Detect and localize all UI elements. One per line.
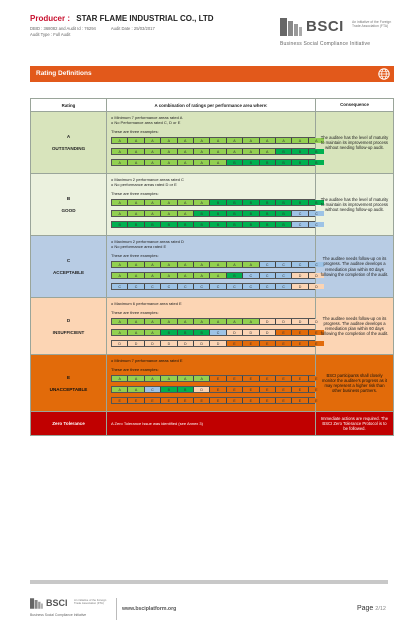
- grade-cell: C: [292, 262, 308, 267]
- grade-cell: A: [145, 200, 161, 205]
- grade-cell: A: [128, 387, 144, 392]
- footer-initiative-text: An initiative of the Foreign Trade Association (FTA): [74, 598, 107, 606]
- page-num: 2/12: [375, 606, 386, 612]
- criteria-line: o Maximum 6 performance area rated E: [111, 301, 182, 306]
- example-strip: [111, 261, 325, 268]
- dbid-text: DBID : 368082 and Audit Id : 76294: [30, 26, 96, 31]
- grade-cell: A: [276, 138, 292, 143]
- grade-cell: B: [227, 200, 243, 205]
- rating-letter: E: [66, 374, 71, 380]
- footer-rule: [30, 580, 388, 584]
- grade-cell: E: [292, 376, 308, 381]
- page-label: Page: [356, 605, 374, 612]
- rating-letter: B: [66, 196, 71, 201]
- grade-cell: C: [243, 284, 259, 289]
- grade-cell: C: [112, 284, 128, 289]
- grade-cell: C: [292, 211, 308, 216]
- globe-icon: [378, 68, 390, 80]
- grade-cell: E: [210, 387, 226, 392]
- grade-cell: B: [276, 222, 292, 227]
- grade-cell: E: [292, 330, 308, 335]
- grade-cell: A: [178, 376, 194, 381]
- grade-cell: D: [194, 387, 210, 392]
- grade-cell: B: [112, 222, 128, 227]
- grade-cell: A: [145, 330, 161, 335]
- grade-cell: A: [145, 211, 161, 216]
- section-title: Rating Definitions: [36, 70, 92, 77]
- grade-cell: B: [178, 222, 194, 227]
- grade-cell: A: [227, 149, 243, 154]
- grade-cell: D: [292, 284, 308, 289]
- grade-cell: A: [161, 319, 177, 324]
- grade-cell: E: [292, 398, 308, 403]
- grade-cell: C: [292, 222, 308, 227]
- example-strip: [111, 340, 325, 347]
- grade-cell: B: [227, 211, 243, 216]
- grade-cell: A: [145, 160, 161, 165]
- grade-cell: A: [161, 160, 177, 165]
- grade-cell: D: [292, 319, 308, 324]
- grade-cell: D: [309, 284, 324, 289]
- grade-cell: A: [145, 149, 161, 154]
- grade-cell: A: [145, 319, 161, 324]
- grade-cell: D: [178, 341, 194, 346]
- consequence-cell: The auditee has the level of maturity to maintain its improvement process without needing follow-up audit.: [316, 112, 394, 174]
- grade-cell: B: [161, 222, 177, 227]
- grade-cell: D: [309, 319, 324, 324]
- grade-cell: D: [292, 273, 308, 278]
- grade-cell: A: [128, 211, 144, 216]
- criteria-line: o No Performance area rated C, D or E: [111, 120, 181, 125]
- rating-name: GOOD: [61, 208, 76, 213]
- grade-cell: D: [210, 341, 226, 346]
- grade-cell: E: [309, 387, 324, 392]
- grade-cell: E: [227, 376, 243, 381]
- producer-label: Producer :: [30, 14, 71, 23]
- grade-cell: D: [128, 341, 144, 346]
- grade-cell: B: [309, 160, 324, 165]
- grade-cell: E: [210, 376, 226, 381]
- grade-cell: A: [178, 149, 194, 154]
- rating-table: [30, 98, 394, 436]
- example-strip: [111, 137, 325, 144]
- grade-cell: B: [210, 200, 226, 205]
- examples-label: These are three examples:: [111, 367, 159, 372]
- grade-cell: A: [112, 330, 128, 335]
- grade-cell: B: [276, 200, 292, 205]
- grade-cell: A: [178, 273, 194, 278]
- grade-cell: C: [309, 211, 324, 216]
- example-strip: [111, 159, 325, 166]
- grade-cell: D: [260, 319, 276, 324]
- grade-cell: B: [145, 222, 161, 227]
- grade-cell: E: [276, 341, 292, 346]
- example-strip: [111, 272, 325, 279]
- grade-cell: D: [145, 341, 161, 346]
- criteria-line: o Minimum 7 performance areas rated A: [111, 115, 183, 120]
- grade-cell: A: [161, 211, 177, 216]
- grade-cell: B: [260, 160, 276, 165]
- consequence-cell: The auditee needs follow-up on its progress. The auditee develops a remediation plan within 60 days following the completion of the audit.: [316, 236, 394, 298]
- grade-cell: A: [112, 160, 128, 165]
- grade-cell: A: [145, 138, 161, 143]
- grade-cell: A: [128, 319, 144, 324]
- grade-cell: A: [128, 160, 144, 165]
- grade-cell: E: [161, 398, 177, 403]
- rating-name: OUTSTANDING: [51, 146, 86, 151]
- grade-cell: A: [194, 149, 210, 154]
- grade-cell: A: [128, 273, 144, 278]
- examples-label: These are three examples:: [111, 253, 159, 258]
- grade-cell: B: [292, 160, 308, 165]
- grade-cell: C: [309, 222, 324, 227]
- grade-cell: B: [276, 211, 292, 216]
- grade-cell: E: [243, 387, 259, 392]
- grade-cell: E: [260, 387, 276, 392]
- grade-cell: A: [161, 273, 177, 278]
- grade-cell: A: [227, 138, 243, 143]
- rating-name: UNACCEPTABLE: [49, 386, 88, 392]
- page-number: [357, 605, 386, 612]
- grade-cell: C: [276, 284, 292, 289]
- grade-cell: D: [260, 330, 276, 335]
- grade-cell: E: [227, 341, 243, 346]
- grade-cell: B: [309, 200, 324, 205]
- grade-cell: C: [227, 284, 243, 289]
- criteria-line: o Maximum 2 performance areas rated C: [111, 177, 184, 182]
- rating-name: INSUFFICIENT: [52, 329, 85, 335]
- grade-cell: A: [194, 319, 210, 324]
- grade-cell: C: [210, 330, 226, 335]
- rating-name: ACCEPTABLE: [52, 270, 85, 275]
- combination-cell: [107, 174, 316, 236]
- grade-cell: E: [309, 376, 324, 381]
- footer-divider: [116, 598, 117, 620]
- grade-cell: A: [227, 262, 243, 267]
- grade-cell: E: [243, 398, 259, 403]
- example-strip: [111, 318, 325, 325]
- grade-cell: A: [178, 211, 194, 216]
- grade-cell: B: [128, 222, 144, 227]
- rating-letter: A: [66, 134, 71, 139]
- example-strip: [111, 397, 325, 404]
- grade-cell: A: [194, 200, 210, 205]
- grade-cell: E: [276, 330, 292, 335]
- grade-cell: B: [210, 211, 226, 216]
- rating-cell: [31, 112, 107, 174]
- grade-cell: A: [112, 262, 128, 267]
- example-strip: [111, 283, 325, 290]
- grade-cell: A: [243, 262, 259, 267]
- grade-cell: C: [243, 273, 259, 278]
- grade-cell: A: [243, 138, 259, 143]
- grade-cell: E: [243, 376, 259, 381]
- grade-cell: B: [194, 222, 210, 227]
- consequence-cell: BSCI participants shall closely monitor the auditee's progress as it may represent a higher risk than other business partners.: [316, 355, 394, 412]
- zero-tolerance-label: Zero Tolerance: [31, 412, 107, 436]
- audit-date-text: Audit Date : 25/03/2017: [110, 26, 155, 31]
- grade-cell: A: [112, 200, 128, 205]
- grade-cell: B: [292, 149, 308, 154]
- grade-cell: B: [194, 211, 210, 216]
- grade-cell: E: [276, 387, 292, 392]
- grade-cell: C: [260, 262, 276, 267]
- grade-cell: A: [145, 376, 161, 381]
- grade-cell: A: [194, 138, 210, 143]
- grade-cell: E: [260, 376, 276, 381]
- grade-cell: A: [194, 376, 210, 381]
- examples-label: These are three examples:: [111, 310, 159, 315]
- criteria-line: o Maximum 2 performance areas rated D: [111, 239, 184, 244]
- rating-cell: [31, 355, 107, 412]
- grade-cell: A: [112, 138, 128, 143]
- grade-cell: B: [243, 211, 259, 216]
- consequence-cell: The auditee needs follow-up on its progress. The auditee develops a remediation plan within 60 days following the completion of the audit.: [316, 298, 394, 355]
- grade-cell: B: [178, 330, 194, 335]
- grade-cell: A: [227, 319, 243, 324]
- grade-cell: A: [112, 387, 128, 392]
- example-strip: [111, 148, 325, 155]
- grade-cell: A: [161, 376, 177, 381]
- grade-cell: B: [276, 149, 292, 154]
- rating-letter: D: [66, 317, 71, 323]
- criteria-line: o No performance area rated E: [111, 244, 167, 249]
- bsci-mark-icon: [280, 18, 304, 36]
- grade-cell: A: [178, 319, 194, 324]
- criteria-line: o No performance areas rated D or E: [111, 182, 177, 187]
- rating-cell: [31, 298, 107, 355]
- bsci-wordmark: BSCI: [306, 18, 344, 35]
- grade-cell: E: [309, 341, 324, 346]
- grade-cell: A: [210, 160, 226, 165]
- grade-cell: A: [161, 149, 177, 154]
- grade-cell: A: [292, 138, 308, 143]
- grade-cell: D: [276, 319, 292, 324]
- grade-cell: E: [309, 330, 324, 335]
- rating-row-b: [31, 174, 394, 236]
- grade-cell: A: [161, 200, 177, 205]
- grade-cell: D: [227, 330, 243, 335]
- grade-cell: C: [145, 284, 161, 289]
- grade-cell: A: [112, 376, 128, 381]
- grade-cell: E: [112, 398, 128, 403]
- grade-cell: E: [260, 398, 276, 403]
- example-strip: [111, 199, 325, 206]
- grade-cell: A: [178, 262, 194, 267]
- bsci-logo: [280, 14, 400, 52]
- grade-cell: A: [178, 138, 194, 143]
- grade-cell: E: [260, 341, 276, 346]
- grade-cell: C: [194, 284, 210, 289]
- grade-cell: A: [128, 138, 144, 143]
- footer-bsci-wordmark: BSCI: [46, 598, 68, 608]
- grade-cell: B: [260, 222, 276, 227]
- rating-cell: [31, 174, 107, 236]
- grade-cell: A: [128, 262, 144, 267]
- grade-cell: B: [178, 387, 194, 392]
- rating-row-d: [31, 298, 394, 355]
- grade-cell: D: [112, 341, 128, 346]
- grade-cell: A: [243, 149, 259, 154]
- grade-cell: A: [178, 160, 194, 165]
- grade-cell: A: [194, 160, 210, 165]
- criteria-line: o Minimum 7 performance areas rated E: [111, 358, 183, 363]
- grade-cell: A: [128, 200, 144, 205]
- grade-cell: E: [178, 398, 194, 403]
- grade-cell: B: [292, 200, 308, 205]
- grade-cell: A: [260, 138, 276, 143]
- grade-cell: A: [210, 273, 226, 278]
- grade-cell: C: [145, 387, 161, 392]
- footer-url-link[interactable]: www.bsciplatform.org: [122, 606, 177, 612]
- grade-cell: D: [243, 330, 259, 335]
- rating-row-zero-tolerance: [31, 412, 394, 436]
- combination-cell: [107, 355, 316, 412]
- grade-cell: B: [194, 330, 210, 335]
- footer-bsci-mark-icon: [30, 598, 44, 609]
- grade-cell: B: [210, 222, 226, 227]
- grade-cell: B: [161, 387, 177, 392]
- zero-tolerance-text: A Zero Tolerance Issue was identified (see Annex 3): [107, 412, 316, 436]
- grade-cell: B: [161, 330, 177, 335]
- grade-cell: A: [194, 273, 210, 278]
- grade-cell: A: [128, 330, 144, 335]
- header-consequence: Consequence: [316, 99, 394, 112]
- grade-cell: A: [210, 149, 226, 154]
- consequence-cell: The auditee has the level of maturity to maintain its improvement process without needing follow-up audit.: [316, 174, 394, 236]
- grade-cell: A: [161, 262, 177, 267]
- grade-cell: E: [276, 376, 292, 381]
- grade-cell: D: [161, 341, 177, 346]
- grade-cell: A: [145, 273, 161, 278]
- bsci-tagline: Business Social Compliance Initiative: [280, 41, 371, 47]
- grade-cell: C: [161, 284, 177, 289]
- grade-cell: B: [276, 160, 292, 165]
- grade-cell: B: [243, 160, 259, 165]
- grade-cell: E: [128, 398, 144, 403]
- grade-cell: A: [210, 138, 226, 143]
- combination-cell: [107, 298, 316, 355]
- grade-cell: E: [276, 398, 292, 403]
- examples-label: These are three examples:: [111, 191, 159, 196]
- example-strip: [111, 386, 325, 393]
- grade-cell: E: [292, 387, 308, 392]
- header-rating: Rating: [31, 99, 107, 112]
- grade-cell: E: [145, 398, 161, 403]
- combination-cell: [107, 112, 316, 174]
- producer-name: STAR FLAME INDUSTRIAL CO., LTD: [76, 14, 214, 23]
- grade-cell: A: [194, 262, 210, 267]
- grade-cell: E: [227, 398, 243, 403]
- zero-tolerance-consequence: Immediate actions are required. The BSCI Zero Tolerance Protocol is to be followed.: [316, 412, 394, 436]
- grade-cell: C: [178, 284, 194, 289]
- grade-cell: C: [128, 284, 144, 289]
- grade-cell: A: [112, 149, 128, 154]
- page-header: [30, 14, 400, 54]
- grade-cell: B: [227, 222, 243, 227]
- footer-tagline: Business Social Compliance Initiative: [30, 613, 87, 617]
- rating-row-e: [31, 355, 394, 412]
- grade-cell: C: [260, 273, 276, 278]
- grade-cell: A: [243, 319, 259, 324]
- grade-cell: A: [128, 149, 144, 154]
- example-strip: [111, 221, 325, 228]
- rating-row-c: [31, 236, 394, 298]
- bsci-initiative-text: An initiative of the Foreign Trade Association (FTA): [352, 20, 392, 28]
- grade-cell: B: [227, 273, 243, 278]
- examples-label: These are three examples:: [111, 129, 159, 134]
- grade-cell: E: [227, 387, 243, 392]
- grade-cell: E: [194, 398, 210, 403]
- combination-cell: [107, 236, 316, 298]
- grade-cell: D: [194, 341, 210, 346]
- grade-cell: B: [309, 149, 324, 154]
- grade-cell: B: [243, 222, 259, 227]
- grade-cell: E: [309, 398, 324, 403]
- grade-cell: B: [260, 211, 276, 216]
- grade-cell: D: [309, 273, 324, 278]
- header-combination: A combination of ratings per performance area where:: [107, 99, 316, 112]
- grade-cell: C: [276, 273, 292, 278]
- example-strip: [111, 210, 325, 217]
- grade-cell: C: [276, 262, 292, 267]
- grade-cell: A: [260, 149, 276, 154]
- rating-cell: [31, 236, 107, 298]
- grade-cell: E: [292, 341, 308, 346]
- grade-cell: E: [243, 341, 259, 346]
- grade-cell: A: [112, 211, 128, 216]
- grade-cell: C: [309, 262, 324, 267]
- grade-cell: A: [112, 319, 128, 324]
- grade-cell: A: [112, 273, 128, 278]
- grade-cell: A: [309, 138, 324, 143]
- footer-bsci-logo: [30, 598, 110, 622]
- rating-row-a: [31, 112, 394, 174]
- grade-cell: B: [243, 200, 259, 205]
- grade-cell: A: [210, 319, 226, 324]
- example-strip: [111, 329, 325, 336]
- grade-cell: E: [210, 398, 226, 403]
- example-strip: [111, 375, 325, 382]
- rating-letter: C: [66, 258, 71, 263]
- grade-cell: A: [161, 138, 177, 143]
- grade-cell: B: [227, 160, 243, 165]
- grade-cell: B: [260, 200, 276, 205]
- grade-cell: C: [210, 284, 226, 289]
- grade-cell: A: [145, 262, 161, 267]
- section-bar: [30, 66, 394, 82]
- grade-cell: A: [128, 376, 144, 381]
- audit-type-text: Audit Type : Full Audit: [30, 32, 71, 37]
- grade-cell: A: [178, 200, 194, 205]
- grade-cell: C: [260, 284, 276, 289]
- grade-cell: A: [210, 262, 226, 267]
